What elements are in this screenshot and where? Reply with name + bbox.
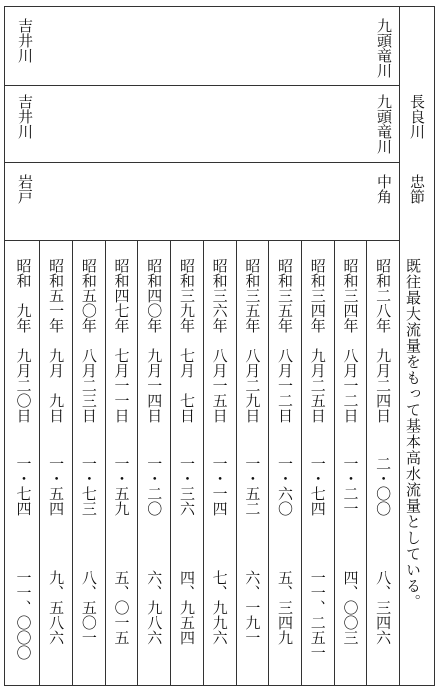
record-area: 六、一九一	[243, 570, 262, 645]
record-area: 八、五〇一	[79, 570, 98, 645]
record-flow: 一・七四	[308, 456, 327, 516]
record-date: 昭和三六年 八月一五日	[210, 258, 229, 423]
frame-bottom	[4, 685, 435, 686]
record-flow: 一・七四	[14, 456, 33, 516]
record-area: 四、九五四	[177, 570, 196, 645]
record-flow: 一・五四	[47, 456, 66, 516]
column-divider	[366, 240, 367, 686]
header-river-3: 長良川	[408, 94, 426, 139]
column-divider	[236, 240, 237, 686]
record-date: 昭和五一年 九月 九日	[47, 258, 66, 423]
column-divider	[105, 240, 106, 686]
row-divider-2	[4, 162, 400, 163]
header-river-1: 九頭竜川	[375, 18, 393, 78]
record-area: 九、五八六	[47, 570, 66, 645]
frame-left	[4, 6, 5, 686]
row-divider-3	[4, 240, 400, 241]
frame-top	[4, 6, 435, 7]
column-divider	[268, 240, 269, 686]
record-date: 昭和三四年 八月一二日	[341, 258, 360, 423]
record-area: 四、〇〇三	[341, 570, 360, 645]
record-flow: 一・一四	[210, 456, 229, 516]
record-flow: 二・〇〇	[374, 456, 393, 516]
note-text: 既往最大流量をもって基本高水流量としている。	[404, 258, 422, 610]
header-place-2: 忠節	[408, 174, 426, 204]
record-flow: 一・六〇	[276, 456, 295, 516]
record-area: 五、〇一五	[112, 570, 131, 645]
left-place-1: 岩戸	[16, 174, 34, 204]
header-place-1: 中角	[375, 174, 393, 204]
frame-right	[434, 6, 435, 686]
record-area: 八、三四六	[374, 570, 393, 645]
record-flow: 一・七三	[79, 456, 98, 516]
record-date: 昭和五〇年 八月二三日	[79, 258, 98, 423]
record-date: 昭和三四年 九月二五日	[308, 258, 327, 423]
record-date: 昭和三五年 八月一二日	[276, 258, 295, 423]
left-river-1: 吉井川	[16, 18, 34, 63]
header-river-2: 九頭竜川	[375, 94, 393, 154]
record-area: 五、三四九	[276, 570, 295, 645]
column-divider	[72, 240, 73, 686]
record-area: 一一、〇〇〇	[14, 570, 33, 660]
left-river-2: 吉井川	[16, 94, 34, 139]
column-divider	[170, 240, 171, 686]
column-divider	[301, 240, 302, 686]
row-divider-1	[4, 85, 400, 86]
record-flow: 一・二〇	[145, 456, 164, 516]
record-area: 七、九九六	[210, 570, 229, 645]
column-divider	[334, 240, 335, 686]
record-date: 昭和 九年 九月二〇日	[14, 258, 33, 423]
record-flow: 一・五九	[112, 456, 131, 516]
record-date: 昭和三五年 八月二九日	[243, 258, 262, 423]
record-area: 六、九八六	[145, 570, 164, 645]
record-date: 昭和四〇年 九月一四日	[145, 258, 164, 423]
record-date: 昭和二八年 九月二四日	[374, 258, 393, 423]
column-divider	[137, 240, 138, 686]
record-area: 一一、二五一	[308, 570, 327, 660]
record-date: 昭和四七年 七月一一日	[112, 258, 131, 423]
column-divider	[39, 240, 40, 686]
record-date: 昭和三九年 七月 七日	[177, 258, 196, 423]
note-divider	[399, 6, 400, 686]
record-flow: 一・二一	[341, 456, 360, 516]
record-flow: 一・三六	[177, 456, 196, 516]
column-divider	[203, 240, 204, 686]
record-flow: 一・五二	[243, 456, 262, 516]
